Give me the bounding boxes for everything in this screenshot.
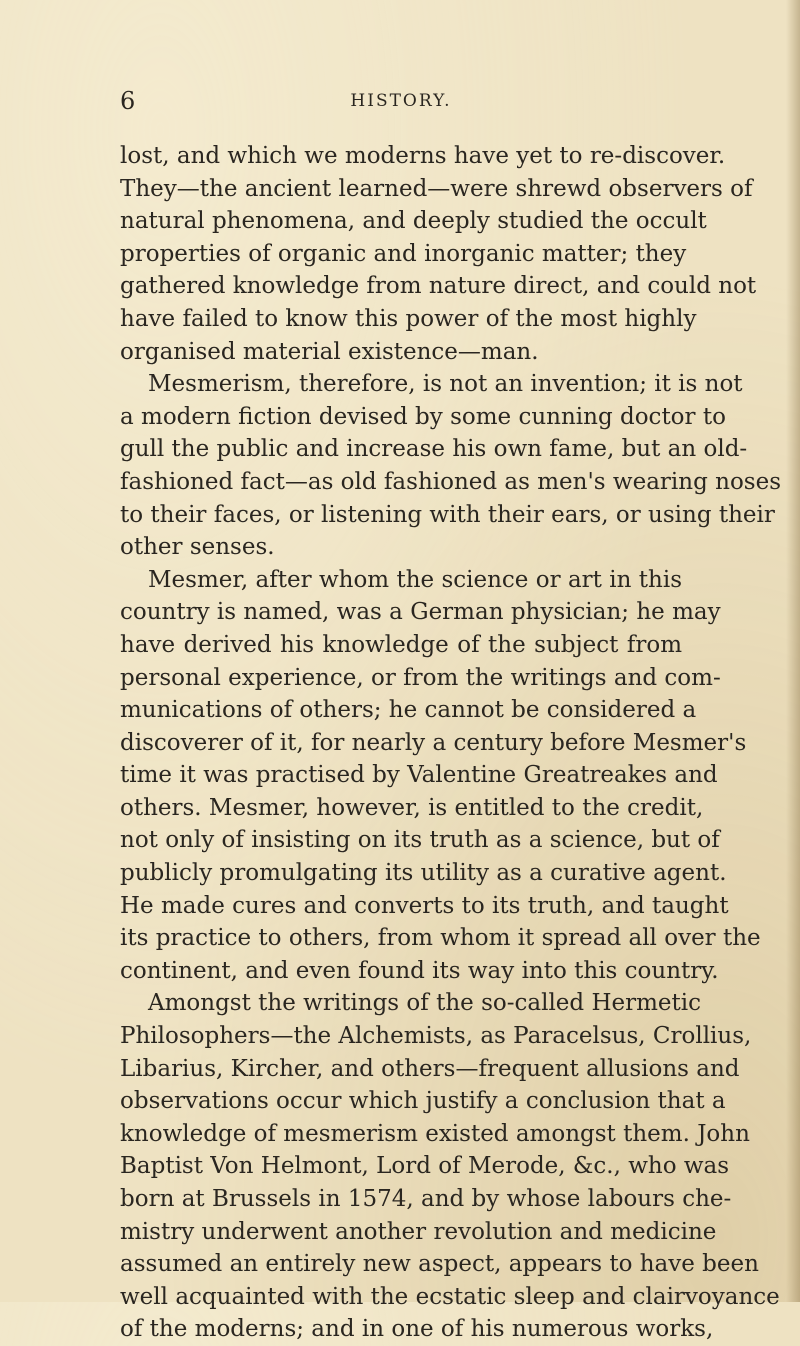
running-head bbox=[120, 86, 682, 116]
text-line: a modern fiction devised by some cunning doctor to bbox=[120, 403, 726, 430]
text-line: others. Mesmer, however, is entitled to the credit, bbox=[120, 794, 704, 821]
text-line: They—the ancient learned—were shrewd observers of bbox=[120, 175, 753, 202]
text-line: mistry underwent another revolution and medicine bbox=[120, 1218, 717, 1245]
text-line: observations occur which justify a conclusion that a bbox=[120, 1088, 726, 1115]
text-line: He made cures and converts to its truth, and taught bbox=[120, 892, 729, 919]
text-line: knowledge of mesmerism existed amongst them. John bbox=[120, 1120, 750, 1147]
page-edge-shading bbox=[786, 0, 800, 1302]
text-line: well acquainted with the ecstatic sleep and clairvoyance bbox=[120, 1283, 780, 1310]
page-number: 6 bbox=[120, 87, 136, 115]
text-line: continent, and even found its way into this country. bbox=[120, 957, 719, 984]
text-line: have failed to know this power of the most highly bbox=[120, 305, 697, 332]
text-line: Baptist Von Helmont, Lord of Merode, &c., who was bbox=[120, 1153, 730, 1180]
text-line: other senses. bbox=[120, 534, 275, 561]
text-line: time it was practised by Valentine Greatreakes and bbox=[120, 762, 718, 789]
text-line: have derived his knowledge of the subject from bbox=[120, 631, 682, 658]
text-line: gull the public and increase his own fame, but an old- bbox=[120, 436, 748, 463]
text-line: organised material existence—man. bbox=[120, 338, 539, 365]
body-text bbox=[120, 140, 782, 1346]
text-line: munications of others; he cannot be considered a bbox=[120, 697, 697, 724]
text-line: Libarius, Kircher, and others—frequent allusions and bbox=[120, 1055, 740, 1082]
text-line: Amongst the writings of the so-called Hermetic bbox=[148, 990, 702, 1017]
text-line: properties of organic and inorganic matter; they bbox=[120, 240, 687, 267]
text-line: discoverer of it, for nearly a century before Mesmer's bbox=[120, 729, 747, 756]
text-line: lost, and which we moderns have yet to re-discover. bbox=[120, 143, 726, 169]
text-line: born at Brussels in 1574, and by whose labours che- bbox=[120, 1186, 732, 1212]
text-line: to their faces, or listening with their ears, or using their bbox=[120, 501, 775, 528]
text-line: natural phenomena, and deeply studied the occult bbox=[120, 208, 707, 235]
text-line: publicly promulgating its utility as a curative agent. bbox=[120, 860, 727, 887]
text-line: personal experience, or from the writings and com- bbox=[120, 664, 721, 691]
text-line: not only of insisting on its truth as a science, but of bbox=[120, 827, 720, 854]
text-line: Mesmer, after whom the science or art in this bbox=[148, 566, 682, 593]
text-line: Philosophers—the Alchemists, as Paracelsus, Crollius, bbox=[120, 1023, 752, 1050]
text-line: fashioned fact—as old fashioned as men's wearing noses bbox=[120, 468, 782, 495]
text-line: assumed an entirely new aspect, appears to have been bbox=[120, 1251, 759, 1278]
text-line: its practice to others, from whom it spread all over the bbox=[120, 925, 761, 952]
text-line: country is named, was a German physician; he may bbox=[120, 599, 721, 626]
text-line: of the moderns; and in one of his numerous works, bbox=[120, 1316, 714, 1343]
running-head-title: HISTORY. bbox=[350, 91, 452, 111]
text-line: Mesmerism, therefore, is not an invention; it is not bbox=[148, 371, 743, 398]
text-line: gathered knowledge from nature direct, and could not bbox=[120, 273, 757, 300]
